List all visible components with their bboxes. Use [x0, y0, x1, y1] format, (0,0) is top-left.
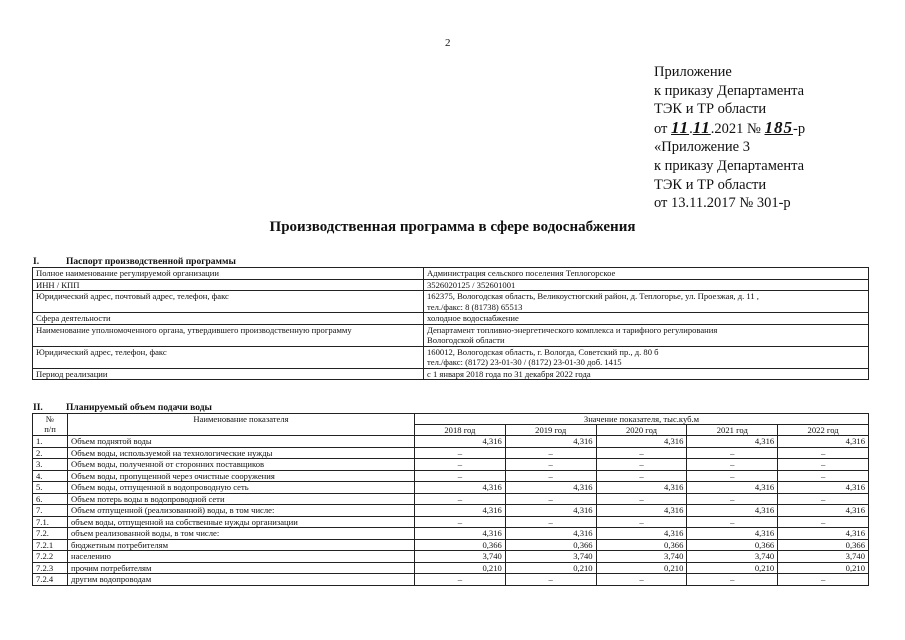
indicator-value: 4,316	[687, 505, 778, 517]
indicator-value: –	[505, 470, 596, 482]
indicator-value: –	[415, 516, 506, 528]
indicator-value: 4,316	[505, 528, 596, 540]
volume-row	[33, 447, 869, 459]
order-number-handwritten: 185	[764, 117, 793, 137]
passport-value-line: тел./факс: (8172) 23-01-30 / (8172) 23-01-30 доб. 1415	[427, 357, 622, 367]
indicator-value: –	[778, 574, 869, 586]
passport-row	[33, 268, 869, 280]
volume-row	[33, 516, 869, 528]
indicator-value: 0,210	[415, 562, 506, 574]
indicator-value: 4,316	[415, 436, 506, 448]
indicator-value: 3,740	[505, 551, 596, 563]
indicator-value: –	[415, 470, 506, 482]
passport-value	[424, 368, 869, 380]
order-month-handwritten: 11	[692, 117, 711, 137]
passport-row	[33, 324, 869, 346]
indicator-name: другим водопроводам	[68, 574, 415, 586]
section-1-number: I.	[33, 257, 40, 267]
row-number: 7.2.3	[33, 562, 68, 574]
volume-row	[33, 505, 869, 517]
section-2-title: Планируемый объем подачи воды	[66, 403, 212, 413]
indicator-name: прочим потребителям	[68, 562, 415, 574]
indicator-name: населению	[68, 551, 415, 563]
indicator-value: 4,316	[505, 482, 596, 494]
indicator-value: 4,316	[415, 482, 506, 494]
indicator-value: 4,316	[778, 482, 869, 494]
indicator-value: 4,316	[596, 505, 687, 517]
volume-row	[33, 528, 869, 540]
indicator-name: объем реализованной воды, в том числе:	[68, 528, 415, 540]
indicator-value: –	[505, 574, 596, 586]
passport-table	[32, 267, 869, 380]
order-date-line	[654, 119, 805, 139]
passport-value	[424, 268, 869, 280]
indicator-value: 4,316	[687, 528, 778, 540]
indicator-value: 4,316	[778, 528, 869, 540]
indicator-value: 4,316	[778, 505, 869, 517]
row-number: 2.	[33, 447, 68, 459]
indicator-value: –	[596, 470, 687, 482]
row-number: 7.2.4	[33, 574, 68, 586]
passport-value-line: Вологодской области	[427, 335, 505, 345]
passport-value-line: Департамент топливно-энергетического комплекса и тарифного регулирования	[427, 324, 718, 335]
volume-row	[33, 482, 869, 494]
passport-row	[33, 313, 869, 325]
indicator-name: Объем поднятой воды	[68, 436, 415, 448]
volume-row	[33, 562, 869, 574]
indicator-value: –	[596, 447, 687, 459]
indicator-value: 0,210	[687, 562, 778, 574]
passport-label: Юридический адрес, почтовый адрес, телефон, факс	[33, 291, 424, 313]
document-title: Производственная программа в сфере водоснабжения	[269, 219, 636, 235]
indicator-name: объем воды, отпущенной на собственные нужды организации	[68, 516, 415, 528]
appendix-line: ТЭК и ТР области	[654, 176, 767, 193]
section-1-title: Паспорт производственной программы	[66, 257, 236, 267]
appendix-line: к приказу Департамента	[654, 82, 805, 99]
indicator-value: –	[505, 493, 596, 505]
indicator-value: –	[505, 459, 596, 471]
indicator-value: –	[778, 447, 869, 459]
indicator-value: –	[596, 459, 687, 471]
indicator-value: 3,740	[778, 551, 869, 563]
passport-label: Полное наименование регулируемой организации	[33, 268, 424, 280]
section-2-heading	[33, 403, 212, 413]
indicator-value: –	[687, 470, 778, 482]
indicator-value: –	[778, 470, 869, 482]
volume-row	[33, 459, 869, 471]
appendix-block	[654, 63, 805, 213]
passport-row	[33, 279, 869, 291]
indicator-value: 0,366	[778, 539, 869, 551]
year-header: 2021 год	[687, 425, 778, 436]
indicator-value: –	[505, 447, 596, 459]
passport-label: ИНН / КПП	[33, 279, 424, 291]
indicator-value: 0,366	[596, 539, 687, 551]
indicator-name: Объем воды, используемой на технологические нужды	[68, 447, 415, 459]
indicator-value: 3,740	[687, 551, 778, 563]
section-2-number: II.	[33, 403, 43, 413]
indicator-value: 4,316	[596, 436, 687, 448]
order-sep: .	[689, 120, 693, 137]
indicator-name: Объем воды, полученной от сторонних поставщиков	[68, 459, 415, 471]
volume-row	[33, 470, 869, 482]
indicator-name: Объем отпущенной (реализованной) воды, в том числе:	[68, 505, 415, 517]
row-number: 6.	[33, 493, 68, 505]
order-prefix: от	[654, 120, 672, 137]
indicator-value: 4,316	[505, 436, 596, 448]
indicator-value: 0,210	[778, 562, 869, 574]
indicator-value: 0,210	[505, 562, 596, 574]
passport-value	[424, 291, 869, 313]
volume-row	[33, 551, 869, 563]
row-number: 4.	[33, 470, 68, 482]
passport-row	[33, 368, 869, 380]
indicator-value: 4,316	[687, 482, 778, 494]
indicator-value: –	[687, 516, 778, 528]
passport-value-line: Администрация сельского поселения Теплогорское	[427, 268, 616, 278]
year-header: 2019 год	[505, 425, 596, 436]
indicator-value: –	[778, 493, 869, 505]
row-number: 5.	[33, 482, 68, 494]
indicator-value: –	[778, 516, 869, 528]
passport-value	[424, 324, 869, 346]
indicator-value: –	[778, 459, 869, 471]
indicator-value: 0,366	[505, 539, 596, 551]
section-1-heading	[33, 257, 236, 267]
passport-label: Юридический адрес, телефон, факс	[33, 346, 424, 368]
volume-row	[33, 574, 869, 586]
indicator-name: бюджетным потребителям	[68, 539, 415, 551]
indicator-value: 4,316	[687, 436, 778, 448]
row-number: 7.2.	[33, 528, 68, 540]
row-number: 7.2.2	[33, 551, 68, 563]
indicator-value: 0,366	[687, 539, 778, 551]
indicator-value: –	[687, 493, 778, 505]
header-indicator-name: Наименование показателя	[68, 414, 415, 436]
year-header: 2022 год	[778, 425, 869, 436]
passport-value-line: 162375, Вологодская область, Великоустюгский район, д. Теплогорье, ул. Проезжая, д. 11 ,	[427, 291, 759, 301]
passport-value	[424, 313, 869, 325]
passport-value-line: 160012, Вологодская область, г. Вологда, Советский пр., д. 80 б	[427, 346, 659, 357]
year-header: 2018 год	[415, 425, 506, 436]
order-year: .2021 №	[710, 120, 765, 137]
indicator-value: 4,316	[415, 505, 506, 517]
water-volume-table	[32, 413, 869, 586]
indicator-value: –	[596, 516, 687, 528]
indicator-value: –	[415, 459, 506, 471]
header-number: № п/п	[33, 414, 68, 436]
passport-label: Сфера деятельности	[33, 313, 424, 325]
indicator-value: –	[415, 574, 506, 586]
passport-value	[424, 346, 869, 368]
indicator-name: Объем воды, отпущенной в водопроводную сеть	[68, 482, 415, 494]
appendix-line: ТЭК и ТР области	[654, 101, 767, 118]
page-number: 2	[445, 37, 451, 49]
indicator-value: –	[596, 574, 687, 586]
indicator-value: 4,316	[778, 436, 869, 448]
row-number: 1.	[33, 436, 68, 448]
row-number: 7.	[33, 505, 68, 517]
appendix-line: Приложение	[654, 64, 732, 80]
passport-value-line: с 1 января 2018 года по 31 декабря 2022 года	[427, 368, 591, 379]
indicator-value: 0,366	[415, 539, 506, 551]
indicator-value: –	[415, 447, 506, 459]
passport-label: Период реализации	[33, 368, 424, 380]
passport-value-line: 3526020125 / 352601001	[427, 279, 516, 290]
indicator-value: –	[596, 493, 687, 505]
indicator-value: –	[415, 493, 506, 505]
header-value: Значение показателя, тыс.куб.м	[415, 414, 869, 425]
indicator-value: –	[687, 574, 778, 586]
order-suffix: -р	[793, 120, 806, 137]
indicator-name: Объем потерь воды в водопроводной сети	[68, 493, 415, 505]
row-number: 3.	[33, 459, 68, 471]
passport-value-line: тел./факс: 8 (81738) 65513	[427, 301, 523, 312]
passport-row	[33, 291, 869, 313]
row-number: 7.1.	[33, 516, 68, 528]
year-header: 2020 год	[596, 425, 687, 436]
volume-row	[33, 436, 869, 448]
passport-row	[33, 346, 869, 368]
appendix-line: «Приложение 3	[654, 139, 750, 156]
passport-label: Наименование уполномоченного органа, утвердившего производственную программу	[33, 324, 424, 346]
row-number: 7.2.1	[33, 539, 68, 551]
indicator-value: 4,316	[596, 482, 687, 494]
appendix-line: к приказу Департамента	[654, 157, 805, 174]
passport-value-line: холодное водоснабжение	[427, 313, 519, 323]
volume-row	[33, 539, 869, 551]
indicator-value: –	[505, 516, 596, 528]
indicator-value: 4,316	[415, 528, 506, 540]
appendix-line: от 13.11.2017 № 301-р	[654, 195, 791, 212]
indicator-value: 4,316	[596, 528, 687, 540]
indicator-value: –	[687, 447, 778, 459]
passport-value	[424, 279, 869, 291]
volume-row	[33, 493, 869, 505]
order-day-handwritten: 11	[671, 117, 690, 137]
indicator-value: –	[687, 459, 778, 471]
indicator-value: 3,740	[596, 551, 687, 563]
indicator-value: 4,316	[505, 505, 596, 517]
indicator-name: Объем воды, пропущенной через очистные сооружения	[68, 470, 415, 482]
indicator-value: 3,740	[415, 551, 506, 563]
indicator-value: 0,210	[596, 562, 687, 574]
